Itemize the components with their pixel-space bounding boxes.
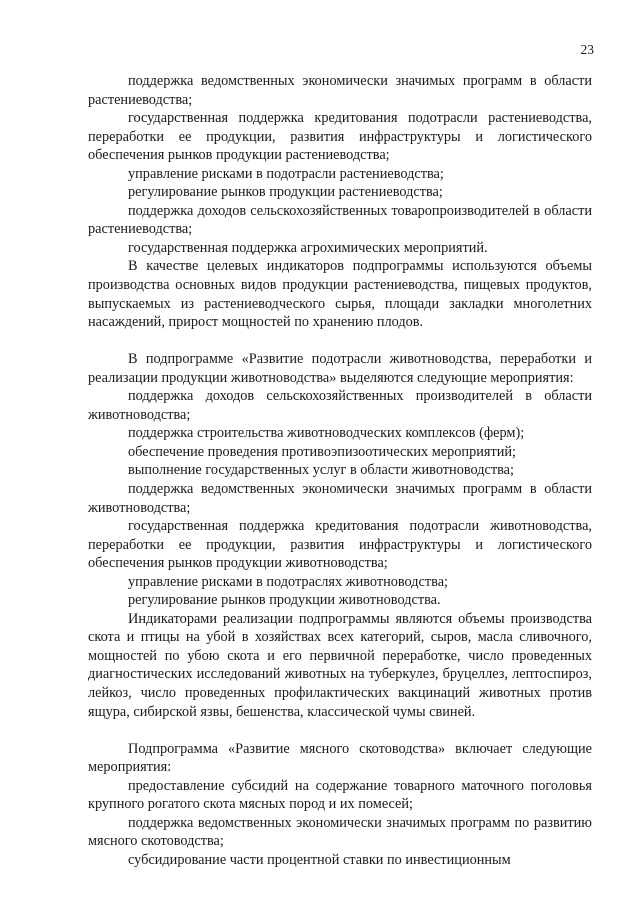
paragraph: предоставление субсидий на содержание товарного маточного поголовья крупного рогатого скота мясных пород и их помесей; <box>88 777 592 813</box>
paragraph: поддержка доходов сельскохозяйственных производителей в области животноводства; <box>88 388 592 423</box>
paragraph: государственная поддержка агрохимических мероприятий. <box>128 239 488 256</box>
paragraph: Индикаторами реализации подпрограммы являются объемы производства скота и птицы на убой в хозяйствах всех категорий, сыров, масла сливочного, мощностей по убою скота и его первичной переработке, число проведенных диагностических исследований животных на туберкулез, бруцеллез, лептоспироз, лейкоз, число проведенных профилактических вакцинаций животных против ящура, сибирской язвы, бешенства, классической чумы свиней. <box>88 610 592 720</box>
paragraph: регулирование рынков продукции животноводства. <box>128 592 441 609</box>
paragraph: поддержка строительства животноводческих комплексов (ферм); <box>128 425 525 442</box>
paragraph: обеспечение проведения противоэпизоотических мероприятий; <box>128 443 516 460</box>
paragraph: поддержка доходов сельскохозяйственных товаропроизводителей в области растениеводства; <box>88 202 592 238</box>
page-number: 23 <box>580 42 594 57</box>
paragraph: управление рисками в подотрасли растениеводства; <box>128 165 444 182</box>
paragraph: выполнение государственных услуг в области животноводства; <box>128 462 514 479</box>
paragraph: управление рисками в подотраслях животноводства; <box>128 573 449 590</box>
paragraph: В качестве целевых индикаторов подпрограммы используются объемы производства основных видов продукции растениеводства, пищевых продуктов, выпускаемых из растениеводческого сырья, площади закладки многолетних насаждений, прирост мощностей по хранению плодов. <box>88 258 592 331</box>
paragraph: Подпрограмма «Развитие мясного скотоводства» включает следующие мероприятия: <box>88 740 592 776</box>
paragraph: государственная поддержка кредитования подотрасли растениеводства, переработки ее продукции, развития инфраструктуры и логистического обеспечения рынков продукции растениеводства; <box>88 110 592 164</box>
paragraph: регулирование рынков продукции растениеводства; <box>128 184 443 201</box>
paragraph: поддержка ведомственных экономически значимых программ в области животноводства; <box>88 480 592 516</box>
paragraph: В подпрограмме «Развитие подотрасли животноводства, переработки и реализации продукции животноводства» выделяются следующие мероприятия: <box>88 351 592 386</box>
paragraph: поддержка ведомственных экономически значимых программ в области растениеводства; <box>88 73 592 108</box>
paragraph: поддержка ведомственных экономически значимых программ по развитию мясного скотоводства; <box>88 814 592 850</box>
document-body <box>88 72 592 869</box>
paragraph: субсидирование части процентной ставки по инвестиционным <box>128 851 511 868</box>
paragraph: государственная поддержка кредитования подотрасли животноводства, переработки ее продукции, развития инфраструктуры и логистического обеспечения рынков продукции животноводства; <box>88 518 592 572</box>
